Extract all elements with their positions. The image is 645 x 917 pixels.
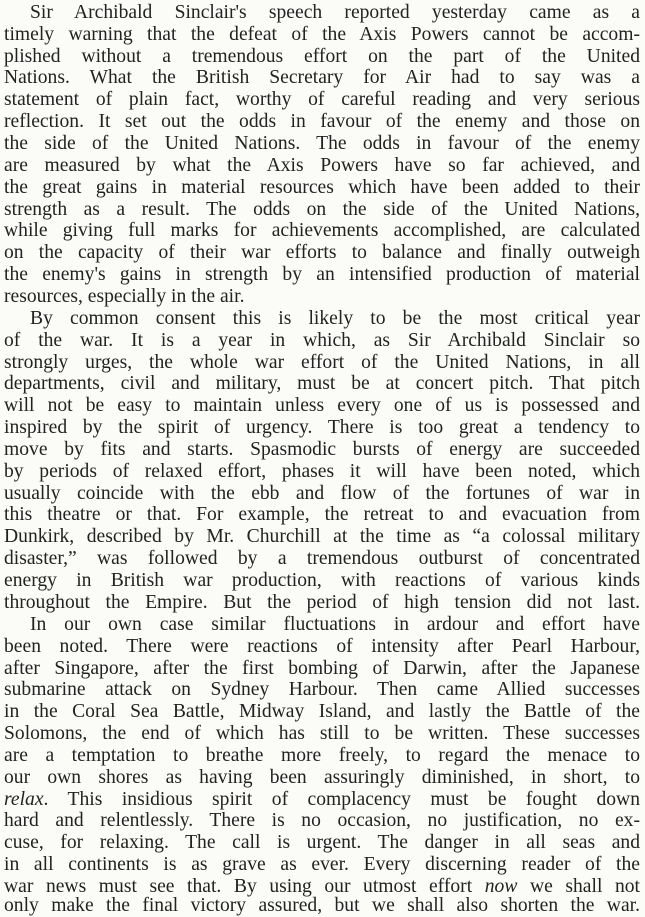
text-line: inspired by the spirit of urgency. There is too great a tendency to (4, 417, 640, 438)
text-line: by periods of relaxed effort, phases it will have been noted, which (4, 461, 640, 482)
text-line: in the Coral Sea Battle, Midway Island, and lastly the Battle of the (4, 701, 640, 722)
text-line: departments, civil and military, must be at concert pitch. That pitch (4, 373, 640, 394)
text-line: Dunkirk, described by Mr. Churchill at the time as “a colossal military (4, 526, 640, 547)
text-line: In our own case similar fluctuations in ardour and effort have (30, 614, 640, 635)
text-line: the side of the United Nations. The odds in favour of the enemy (4, 133, 640, 154)
text-line: timely warning that the defeat of the Axis Powers cannot be accom- (4, 24, 640, 45)
text-line: strength as a result. The odds on the side of the United Nations, (4, 199, 640, 220)
text-line: statement of plain fact, worthy of careful reading and very serious (4, 89, 640, 110)
text-line: submarine attack on Sydney Harbour. Then came Allied successes (4, 679, 640, 700)
text-line: will not be easy to maintain unless every one of us is possessed and (4, 395, 640, 416)
text-line: this theatre or that. For example, the retreat to and evacuation from (4, 504, 640, 525)
text-line: usually coincide with the ebb and flow of the fortunes of war in (4, 483, 640, 504)
text-line: in all continents is as grave as ever. Every discerning reader of the (4, 854, 640, 875)
text-line: By common consent this is likely to be the most critical year (30, 308, 640, 329)
text-line: Solomons, the end of which has still to be written. These successes (4, 723, 640, 744)
text-line: while giving full marks for achievements accomplished, are calculated (4, 220, 640, 241)
text-line: are measured by what the Axis Powers have so far achieved, and (4, 155, 640, 176)
text-line: on the capacity of their war efforts to balance and finally outweigh (4, 242, 640, 263)
text-line: move by fits and starts. Spasmodic bursts of energy are succeeded (4, 439, 640, 460)
text-line: Sir Archibald Sinclair's speech reported yesterday came as a (30, 2, 640, 23)
text-line: Nations. What the British Secretary for Air had to say was a (4, 67, 640, 88)
text-line: the enemy's gains in strength by an intensified production of material (4, 264, 640, 285)
text-line: the great gains in material resources which have been added to their (4, 177, 640, 198)
text-line: of the war. It is a year in which, as Sir Archibald Sinclair so (4, 330, 640, 351)
text-line: throughout the Empire. But the period of high tension did not last. (4, 592, 640, 613)
text-line: disaster,” was followed by a tremendous outburst of concentrated (4, 548, 640, 569)
text-line: strongly urges, the whole war effort of the United Nations, in all (4, 352, 640, 373)
text-line: energy in British war production, with reactions of various kinds (4, 570, 640, 591)
text-line: plished without a tremendous effort on the part of the United (4, 46, 640, 67)
text-line-relax: relax. This insidious spirit of complacency must be fought down (4, 789, 640, 810)
text-line-now: war news must see that. By using our utmost effort now we shall not (4, 876, 640, 897)
text-line: are a temptation to breathe more freely, to regard the menace to (4, 745, 640, 766)
text-line: our own shores as having been assuringly diminished, in short, to (4, 767, 640, 788)
text-line: reflection. It set out the odds in favour of the enemy and those on (4, 111, 640, 132)
text-line: hard and relentlessly. There is no occasion, no justification, no ex- (4, 810, 640, 831)
text-line: resources, especially in the air. (4, 286, 245, 307)
text-line: only make the final victory assured, but we shall also shorten the war. (4, 895, 640, 916)
text-line: after Singapore, after the first bombing of Darwin, after the Japanese (4, 658, 640, 679)
text-line: been noted. There were reactions of intensity after Pearl Harbour, (4, 636, 640, 657)
text-line: cuse, for relaxing. The call is urgent. The danger in all seas and (4, 832, 640, 853)
